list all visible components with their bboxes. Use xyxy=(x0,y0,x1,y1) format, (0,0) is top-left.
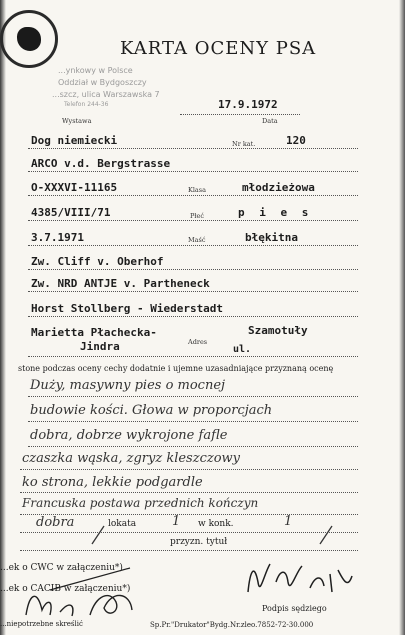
handwriting-line-5: ko strona, lekkie podgardle xyxy=(22,475,203,490)
kennel-club-stamp xyxy=(0,10,58,68)
label-data: Data xyxy=(262,117,278,125)
tattoo-value: 4385/VIII/71 xyxy=(31,206,111,219)
printer-imprint: Sp.Pr."Drukator"Bydg.Nr.zleo.7852-72-30.000 xyxy=(150,621,314,629)
handwriting-line-6: Francuska postawa przednich kończyn xyxy=(22,496,259,510)
label-w-konk: w konk. xyxy=(198,519,234,529)
label-adres: Adres xyxy=(188,338,208,346)
father-value: Zw. Cliff v. Oberhof xyxy=(31,255,164,268)
scan-edge-right xyxy=(399,0,405,635)
strike-and-initials xyxy=(20,560,160,620)
label-judge-signature: Podpis sędziego xyxy=(262,604,327,613)
nr-kat-value: 120 xyxy=(286,134,306,147)
label-plec: Płeć xyxy=(190,212,204,220)
handwriting-line-3: dobra, dobrze wykrojone fafle xyxy=(30,428,228,443)
stamp-line-4: Telefon 244-36 xyxy=(64,101,109,108)
cwc-line: ...ek o CWC w załączeniu*) xyxy=(0,563,123,573)
birth-date-value: 3.7.1971 xyxy=(31,231,84,244)
handwriting-line-4: czaszka wąska, zgryz kleszczowy xyxy=(22,451,240,466)
dog-name-value: ARCO v.d. Bergstrasse xyxy=(31,157,171,170)
date-value: 17.9.1972 xyxy=(218,98,278,111)
label-nr-kat: Nr kat. xyxy=(232,140,256,148)
owner-line-1: Marietta Płachecka- xyxy=(31,326,157,339)
breeder-value: Horst Stollberg - Wiederstadt xyxy=(31,302,224,315)
label-ul: ul. xyxy=(233,344,252,355)
owner-line-2: Jindra xyxy=(80,340,120,353)
address-city-value: Szamotuły xyxy=(248,324,308,337)
lokata-value: 1 xyxy=(172,514,181,529)
scan-edge-left xyxy=(0,0,6,635)
masc-value: błękitna xyxy=(245,231,298,244)
label-lokata: lokata xyxy=(108,519,137,529)
label-klasa: Klasa xyxy=(188,186,207,194)
stamp-line-2: Oddział w Bydgoszczy xyxy=(58,78,147,87)
stamp-line-3: ...szcz, ulica Warszawska 7 xyxy=(52,90,160,99)
plec-value: p i e s xyxy=(238,206,313,219)
judge-signature xyxy=(240,552,370,604)
breed-value: Dog niemiecki xyxy=(31,134,118,147)
strike-note: ...niepotrzebne skreślić xyxy=(0,620,83,628)
label-wystawa: Wystawa xyxy=(62,117,92,125)
stamp-line-1: ...ynkowy w Polsce xyxy=(58,66,133,75)
cacib-line: ...ek o CACIB w załączeniu*) xyxy=(0,584,131,594)
w-konk-value: 1 xyxy=(284,514,293,529)
ocena-value: dobra xyxy=(36,515,75,530)
label-masc: Maść xyxy=(188,236,206,244)
handwriting-line-1: Duży, masywny pies o mocnej xyxy=(30,378,226,393)
dog-head-emblem xyxy=(17,27,41,51)
handwriting-line-2: budowie kości. Głowa w proporcjach xyxy=(30,403,273,418)
registration-value: O-XXXVI-11165 xyxy=(31,181,118,194)
mother-value: Zw. NRD ANTJE v. Partheneck xyxy=(31,277,210,290)
card-title: KARTA OCENY PSA xyxy=(120,38,317,59)
evaluation-header: stone podczas oceny cechy dodatnie i ujemne uzasadniające przyznaną ocenę xyxy=(18,364,334,373)
klasa-value: młodzieżowa xyxy=(242,181,315,194)
label-przyzn-tytul: przyzn. tytuł xyxy=(170,537,228,547)
